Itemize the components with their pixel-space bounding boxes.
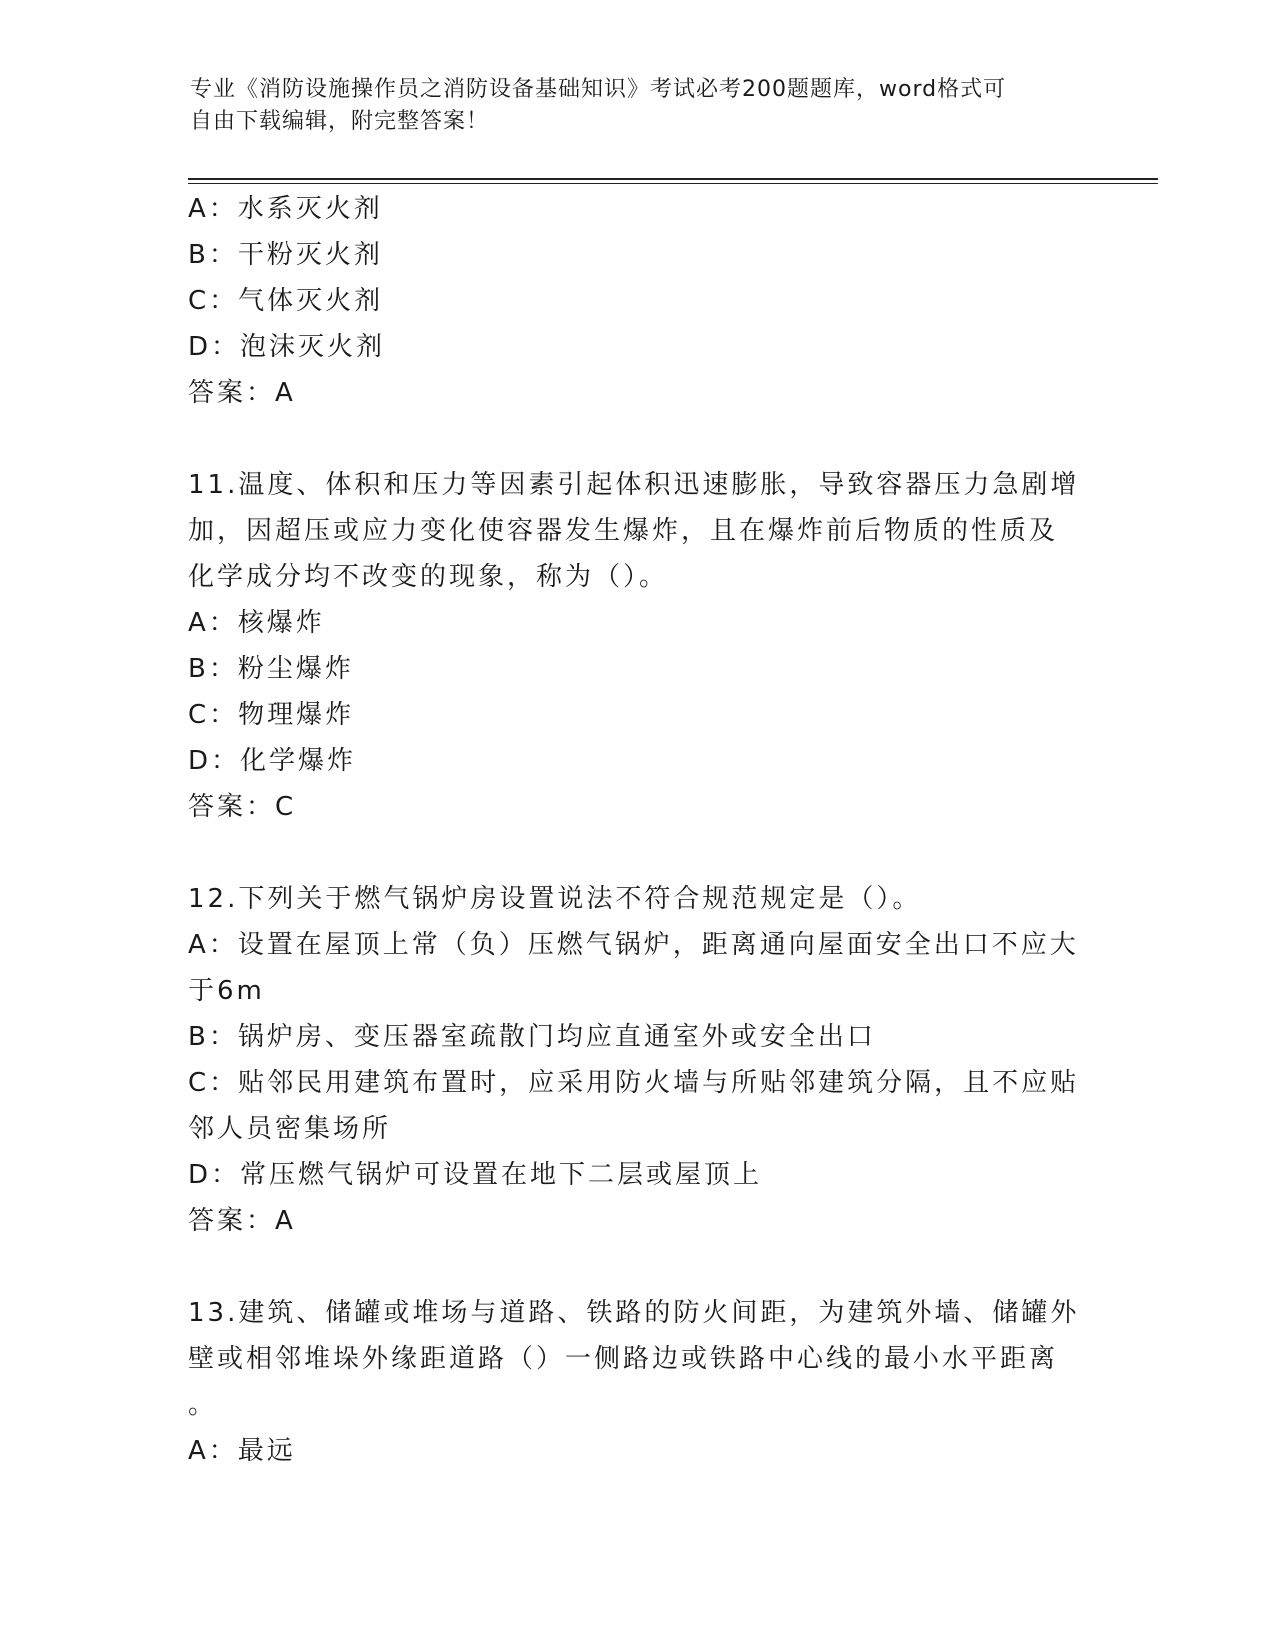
option-d: D：常压燃气锅炉可设置在地下二层或屋顶上 bbox=[188, 1160, 763, 1190]
question-11 bbox=[188, 462, 1088, 830]
question-content bbox=[188, 186, 1088, 1474]
answer: 答案：A bbox=[188, 378, 296, 408]
header-divider bbox=[188, 178, 1158, 184]
question-text-line: 壁或相邻堆垛外缘距道路（）一侧路边或铁路中心线的最小水平距离 bbox=[188, 1344, 1059, 1374]
option-c-line-1: C：贴邻民用建筑布置时，应采用防火墙与所贴邻建筑分隔，且不应贴 bbox=[188, 1068, 1080, 1098]
question-text-line: 化学成分均不改变的现象，称为（）。 bbox=[188, 562, 669, 592]
question-12 bbox=[188, 876, 1088, 1244]
option-a-line-2: 于6m bbox=[188, 976, 265, 1006]
answer: 答案：C bbox=[188, 792, 297, 822]
header-line-1: 专业《消防设施操作员之消防设备基础知识》考试必考200题题库，word格式可 bbox=[190, 77, 1007, 102]
option-d: D：化学爆炸 bbox=[188, 746, 357, 776]
answer: 答案：A bbox=[188, 1206, 296, 1236]
question-10 bbox=[188, 186, 1088, 416]
page-header bbox=[190, 74, 1090, 138]
option-b: B：锅炉房、变压器室疏散门均应直通室外或安全出口 bbox=[188, 1022, 876, 1052]
option-c-line-2: 邻人员密集场所 bbox=[188, 1114, 392, 1144]
option-b: B：粉尘爆炸 bbox=[188, 654, 354, 684]
option-c: C：物理爆炸 bbox=[188, 700, 355, 730]
option-a: A：水系灭火剂 bbox=[188, 194, 383, 224]
option-a: A：核爆炸 bbox=[188, 608, 325, 638]
option-b: B：干粉灭火剂 bbox=[188, 240, 383, 270]
option-d: D：泡沫灭火剂 bbox=[188, 332, 386, 362]
question-text-line: 加，因超压或应力变化使容器发生爆炸，且在爆炸前后物质的性质及 bbox=[188, 516, 1059, 546]
option-a: A：最远 bbox=[188, 1436, 296, 1466]
question-text-line: 。 bbox=[188, 1390, 218, 1420]
question-text-line: 11.温度、体积和压力等因素引起体积迅速膨胀，导致容器压力急剧增 bbox=[188, 470, 1080, 500]
option-c: C：气体灭火剂 bbox=[188, 286, 384, 316]
question-13 bbox=[188, 1290, 1088, 1474]
question-text-line: 13.建筑、储罐或堆场与道路、铁路的防火间距，为建筑外墙、储罐外 bbox=[188, 1298, 1080, 1328]
question-text: 12.下列关于燃气锅炉房设置说法不符合规范规定是（）。 bbox=[188, 884, 922, 914]
header-line-2: 自由下载编辑，附完整答案！ bbox=[190, 109, 490, 134]
option-a-line-1: A：设置在屋顶上常（负）压燃气锅炉，距离通向屋面安全出口不应大 bbox=[188, 930, 1079, 960]
